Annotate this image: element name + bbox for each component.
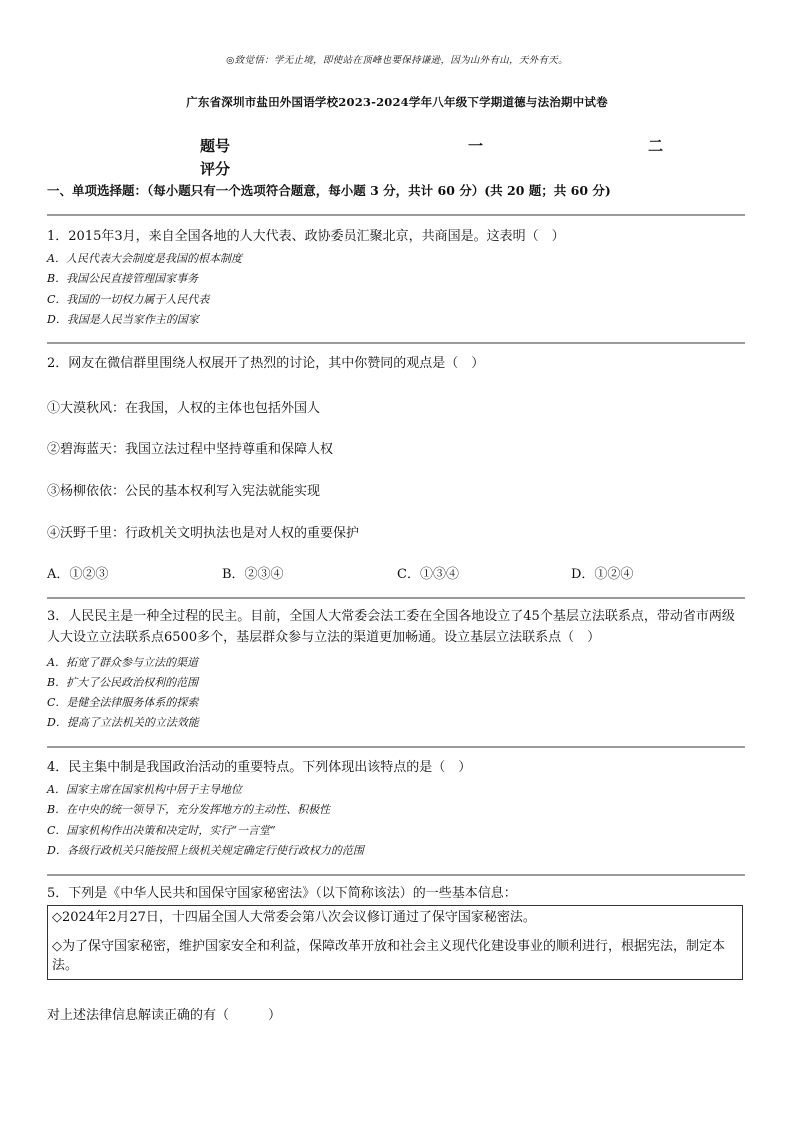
score-table-col1: 一 (468, 137, 484, 155)
divider (47, 214, 745, 216)
divider (47, 746, 745, 748)
question-2-stem: 2．网友在微信群里围绕人权展开了热烈的讨论，其中你赞同的观点是（ ） (47, 356, 485, 371)
q2-option-b[interactable]: B．②③④ (222, 567, 284, 582)
q1-option-a[interactable]: A．人民代表大会制度是我国的根本制度 (47, 252, 242, 265)
q3-option-c[interactable]: C．是健全法律服务体系的探索 (47, 696, 199, 709)
q1-option-c[interactable]: C．我国的一切权力属于人民代表 (47, 293, 210, 306)
q4-option-a[interactable]: A．国家主席在国家机构中居于主导地位 (47, 783, 242, 796)
q2-option-d[interactable]: D．①②④ (571, 567, 634, 582)
motto-line: ◎致觉悟：学无止境，即使站在顶峰也要保持谦逊，因为山外有山，天外有天。 (226, 55, 568, 66)
q2-statement-2: ②碧海蓝天：我国立法过程中坚持尊重和保障人权 (47, 442, 334, 457)
q2-statement-1: ①大漠秋风：在我国，人权的主体也包括外国人 (47, 401, 321, 416)
legal-info-box (47, 905, 743, 980)
score-table-row-label: 评分 (200, 160, 231, 178)
q3-option-d[interactable]: D．提高了立法机关的立法效能 (47, 716, 199, 729)
exam-title: 广东省深圳市盐田外国语学校2023-2024学年八年级下学期道德与法治期中试卷 (186, 95, 608, 109)
q4-option-b[interactable]: B．在中央的统一领导下，充分发挥地方的主动性、积极性 (47, 803, 331, 816)
divider (47, 342, 745, 344)
score-table-col2: 二 (648, 137, 664, 155)
question-4-stem: 4．民主集中制是我国政治活动的重要特点。下列体现出该特点的是（ ） (47, 760, 472, 775)
section-heading: 一、单项选择题：（每小题只有一个选项符合题意，每小题 3 分，共计 60 分）(共 20 题；共 60 分) (47, 183, 611, 198)
q4-option-d[interactable]: D．各级行政机关只能按照上级机关规定确定行使行政权力的范围 (47, 844, 364, 857)
q3-option-a[interactable]: A．拓宽了群众参与立法的渠道 (47, 656, 198, 669)
legal-info-item-1: ◇2024年2月27日，十四届全国人大常委会第八次会议修订通过了保守国家秘密法。 (52, 910, 536, 925)
divider (47, 874, 745, 876)
score-table-col-label: 题号 (200, 137, 231, 155)
divider (47, 597, 745, 599)
question-5-stem: 5．下列是《中华人民共和国保守国家秘密法》（以下简称该法）的一些基本信息： (47, 886, 517, 901)
legal-info-item-2: ◇为了保守国家秘密，维护国家安全和利益，保障改革开放和社会主义现代化建设事业的顺利进行，根据宪法，制定本法。 (52, 939, 725, 973)
q2-option-c[interactable]: C．①③④ (397, 567, 459, 582)
question-1-stem: 1．2015年3月，来自全国各地的人大代表、政协委员汇聚北京，共商国是。这表明（ ） (47, 229, 565, 244)
q1-option-d[interactable]: D．我国是人民当家作主的国家 (47, 313, 199, 326)
q1-option-b[interactable]: B．我国公民直接管理国家事务 (47, 272, 199, 285)
q2-statement-3: ③杨柳依依：公民的基本权利写入宪法就能实现 (47, 484, 321, 499)
q2-option-a[interactable]: A．①②③ (47, 567, 109, 582)
question-3-stem: 3．人民民主是一种全过程的民主。目前，全国人大常委会法工委在全国各地设立了45个基层立法联系点，带动省市两级人大设立立法联系点6500多个，基层群众参与立法的渠道更加畅通。设立基层立法联系点（ ） (47, 609, 735, 645)
q2-statement-4: ④沃野千里：行政机关文明执法也是对人权的重要保护 (47, 526, 360, 541)
q4-option-c[interactable]: C．国家机构作出决策和决定时，实行“一言堂” (47, 824, 276, 837)
question-5-prompt: 对上述法律信息解读正确的有（ ） (47, 1008, 282, 1023)
q3-option-b[interactable]: B．扩大了公民政治权利的范围 (47, 676, 199, 689)
